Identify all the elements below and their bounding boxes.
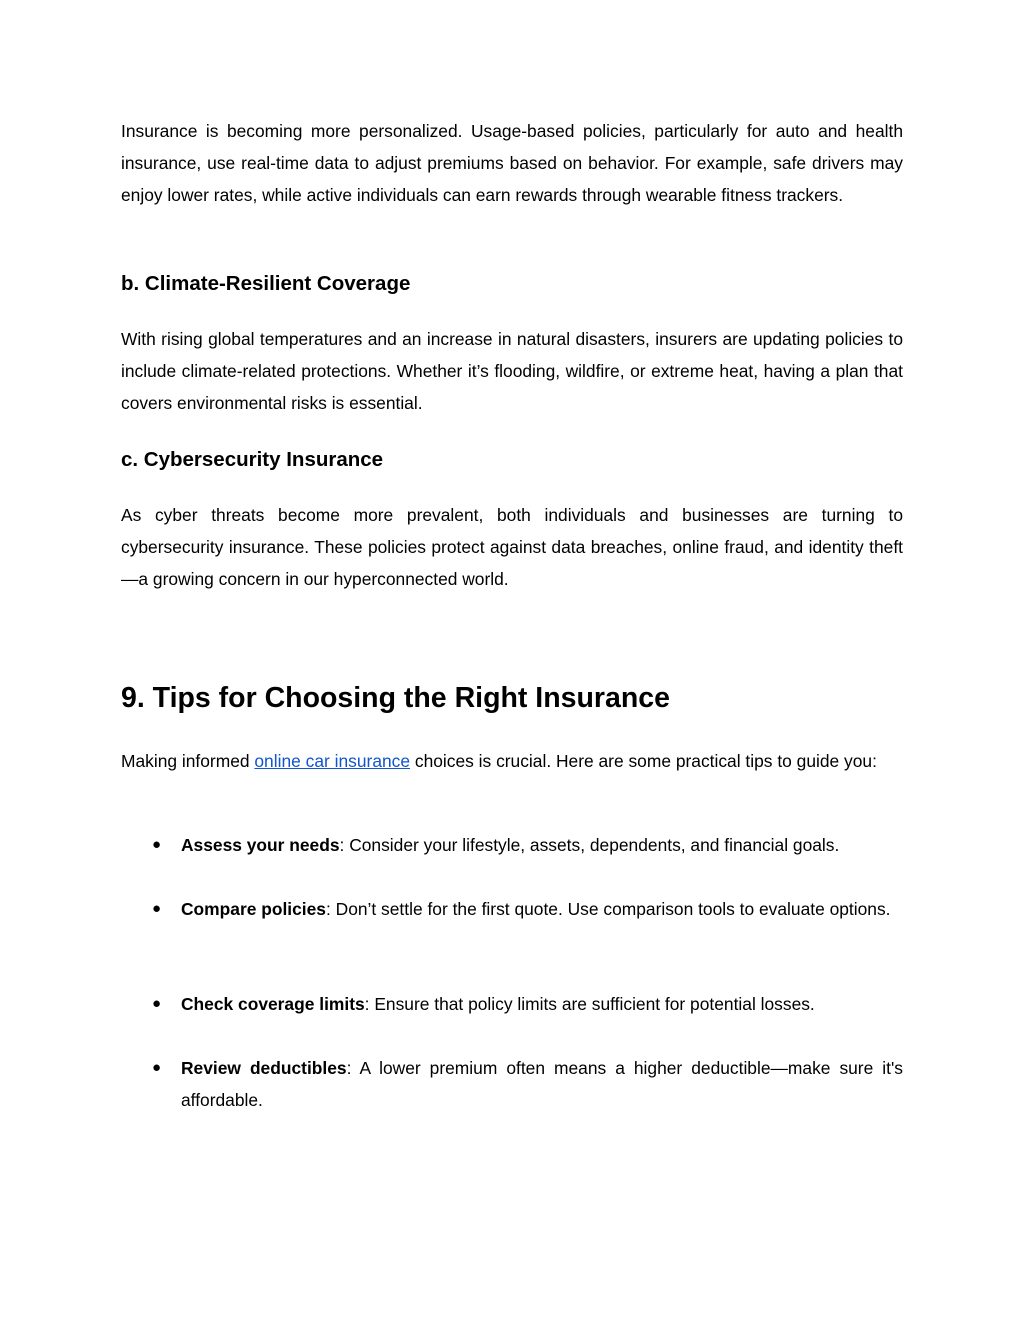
section-9-intro xyxy=(121,745,903,777)
tip-text xyxy=(181,893,903,925)
tip-description: : Ensure that policy limits are sufficient for potential losses. xyxy=(364,994,815,1014)
section-9-intro-before: Making informed xyxy=(121,751,255,771)
tip-text xyxy=(181,829,903,861)
bullet-icon: ● xyxy=(152,1059,162,1076)
intro-paragraph: Insurance is becoming more personalized. Usage-based policies, particularly for auto and health insurance, use real-time data to adjust premiums based on behavior. For example, safe drivers may enjoy lower rates, while active individuals can earn rewards through wearable fitness trackers. xyxy=(121,121,903,205)
section-9-heading: 9. Tips for Choosing the Right Insurance xyxy=(121,682,670,714)
section-9-intro-after: choices is crucial. Here are some practical tips to guide you: xyxy=(410,751,877,771)
online-car-insurance-link[interactable]: online car insurance xyxy=(254,751,411,771)
tip-text xyxy=(181,1052,903,1116)
tip-description: : A lower premium often means a higher deductible—make sure it's affordable. xyxy=(181,1058,903,1110)
tip-title: Compare policies xyxy=(181,899,326,919)
section-b-heading: b. Climate-Resilient Coverage xyxy=(121,272,411,295)
bullet-icon: ● xyxy=(152,995,162,1012)
bullet-icon: ● xyxy=(152,900,162,917)
tip-text xyxy=(181,988,903,1020)
bullet-icon: ● xyxy=(152,836,162,853)
section-c-heading: c. Cybersecurity Insurance xyxy=(121,448,384,471)
tip-title: Review deductibles xyxy=(181,1058,347,1078)
section-c-body: As cyber threats become more prevalent, both individuals and businesses are turning to cybersecurity insurance. These policies protect against data breaches, online fraud, and identity theft—a growing concern in our hyperconnected world. xyxy=(121,505,903,589)
tip-description: : Don’t settle for the first quote. Use comparison tools to evaluate options. xyxy=(325,899,891,919)
section-b-body: With rising global temperatures and an increase in natural disasters, insurers are updating policies to include climate-related protections. Whether it’s flooding, wildfire, or extreme heat, having a plan that covers environmental risks is essential. xyxy=(121,329,903,413)
tip-title: Check coverage limits xyxy=(181,994,365,1014)
tip-title: Assess your needs xyxy=(181,835,340,855)
tip-description: : Consider your lifestyle, assets, dependents, and financial goals. xyxy=(339,835,840,855)
